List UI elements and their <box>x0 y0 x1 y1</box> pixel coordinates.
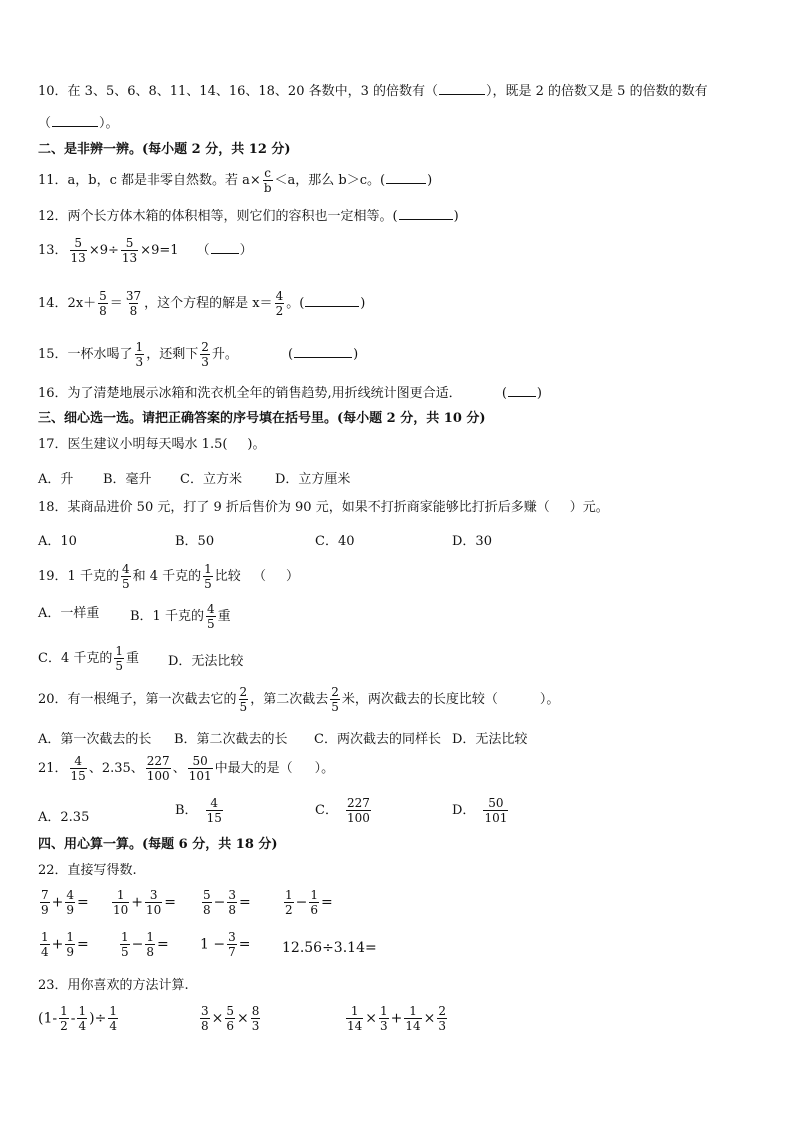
q20-option-b[interactable]: B．第二次截去的长 <box>174 732 288 747</box>
q19-option-d[interactable]: D．无法比较 <box>168 654 244 669</box>
numerator: 1 <box>204 562 212 576</box>
question-23-title: 23．用你喜欢的方法计算. <box>38 978 189 993</box>
question-20 <box>38 685 559 714</box>
fraction <box>227 888 237 917</box>
numerator: 5 <box>203 888 211 902</box>
fraction <box>108 1004 118 1033</box>
q10-prefix: 10．在 3、5、6、8、11、14、16、18、20 各数中，3 的倍数有（ <box>38 84 439 99</box>
paren-open: （ <box>196 243 210 258</box>
paren-close: ）。 <box>99 116 119 131</box>
fraction <box>145 888 162 917</box>
denominator: 8 <box>203 903 211 917</box>
paren-close: ）。 <box>539 692 560 707</box>
denominator: 7 <box>228 945 236 959</box>
denominator: 101 <box>484 811 508 825</box>
q13-mid2: ×9=1 <box>140 243 179 258</box>
paren-close: ) <box>453 209 459 224</box>
fraction <box>77 1004 87 1033</box>
denominator: 8 <box>146 945 155 959</box>
option-text: 重 <box>126 651 140 666</box>
denominator: 9 <box>41 903 49 917</box>
calc-item <box>110 888 176 917</box>
q15-suffix: 升。 <box>211 347 238 362</box>
fraction <box>202 888 212 917</box>
denominator: 101 <box>188 769 212 783</box>
q20-mid: ，第二次截去 <box>250 692 329 707</box>
fraction <box>188 754 213 783</box>
operator: - <box>70 1010 76 1027</box>
fraction <box>206 602 216 631</box>
fraction <box>125 289 142 318</box>
fraction <box>275 289 285 318</box>
q15-prefix: 15．一杯水喝了 <box>38 347 133 362</box>
numerator: 3 <box>149 888 158 902</box>
option-text: C．4 千克的 <box>38 651 113 666</box>
paren-open: （ <box>38 116 52 131</box>
paren-open: （ <box>252 569 266 584</box>
fraction <box>121 236 138 265</box>
question-10 <box>38 82 708 101</box>
numerator: 4 <box>66 888 75 902</box>
operator: (1- <box>38 1010 58 1027</box>
question-14 <box>38 289 365 318</box>
fraction <box>346 1004 363 1033</box>
calc-item <box>200 888 251 917</box>
denominator: 3 <box>438 1019 447 1033</box>
fraction <box>284 888 294 917</box>
q13-mid1: ×9÷ <box>88 243 119 258</box>
calc-item <box>282 888 333 917</box>
equals-sign: = <box>164 894 177 911</box>
denominator: 3 <box>201 355 209 369</box>
denominator: 3 <box>251 1019 260 1033</box>
q21-option-c[interactable] <box>315 796 373 825</box>
q14-suffix: 。( <box>286 296 305 311</box>
numerator: 4 <box>121 562 130 576</box>
q18-option-a[interactable]: A．10 <box>38 534 77 549</box>
numerator: 1 <box>409 1004 417 1018</box>
denominator: 15 <box>206 811 222 825</box>
numerator: c <box>264 166 272 180</box>
fraction <box>40 930 50 959</box>
denominator: 4 <box>109 1019 117 1033</box>
paren-close: ） <box>285 569 299 584</box>
separator: 、 <box>172 761 186 776</box>
question-15 <box>38 340 358 369</box>
numerator: 227 <box>346 796 370 810</box>
q17-text: 17．医生建议小明每天喝水 1.5( <box>38 437 228 452</box>
fraction <box>146 754 171 783</box>
fraction <box>120 930 130 959</box>
q21-option-a[interactable]: A．2.35 <box>38 810 90 825</box>
question-19 <box>38 562 299 591</box>
denominator: 10 <box>146 903 162 917</box>
q10-mid: ），既是 2 的倍数又是 5 的倍数的数有 <box>486 84 708 99</box>
operator: − <box>295 894 308 911</box>
equals-sign: ＝ <box>109 296 123 311</box>
q17-option-a[interactable]: A．升 <box>38 472 74 487</box>
operator: − <box>131 936 144 953</box>
numerator: 1 <box>78 1004 87 1018</box>
equals-sign: = <box>157 936 169 953</box>
denominator: 5 <box>206 617 215 631</box>
option-text: D． <box>452 803 476 818</box>
denominator: 5 <box>204 577 212 591</box>
fraction <box>227 930 237 959</box>
q18-option-c[interactable]: C．40 <box>315 534 355 549</box>
answer-blank[interactable] <box>439 82 485 95</box>
denominator: 4 <box>41 945 49 959</box>
paren-close: ) <box>427 173 433 188</box>
q14-mid: ，这个方程的解是 x＝ <box>144 296 273 311</box>
calc-item <box>118 930 169 959</box>
equals-sign: = <box>321 894 333 911</box>
numerator: 50 <box>192 754 208 768</box>
numerator: 1 <box>310 888 319 902</box>
fraction <box>200 340 210 369</box>
question-11 <box>38 166 432 195</box>
denominator: 9 <box>66 945 75 959</box>
option-text: C． <box>315 803 338 818</box>
option-text: B．1 千克的 <box>130 609 204 624</box>
option-text: B． <box>175 803 198 818</box>
q21-prefix: 21． <box>38 761 68 776</box>
q19-mid: 和 4 千克的 <box>132 569 202 584</box>
operator: × <box>237 1010 249 1027</box>
q19-option-a[interactable]: A．一样重 <box>38 606 100 621</box>
numerator: 4 <box>206 602 215 616</box>
numerator: 1 <box>380 1004 388 1018</box>
operator: + <box>51 894 64 911</box>
q16-text: 16．为了清楚地展示冰箱和洗衣机全年的销售趋势,用折线统计图更合适． <box>38 386 462 401</box>
expression-3 <box>344 1004 449 1033</box>
q13-prefix: 13． <box>38 243 68 258</box>
q20-option-a[interactable]: A．第一次截去的长 <box>38 732 152 747</box>
denominator: 10 <box>113 903 129 917</box>
numerator: 2 <box>201 340 209 354</box>
denominator: 2 <box>285 903 293 917</box>
paren-close: ) <box>360 296 366 311</box>
fraction <box>40 888 50 917</box>
fraction <box>225 1004 235 1033</box>
fraction <box>70 236 87 265</box>
paren-close: )。 <box>247 437 266 452</box>
equals-sign: = <box>239 894 251 911</box>
paren-open: ( <box>288 347 294 362</box>
equals-sign: = <box>77 894 89 911</box>
operator: )÷ <box>89 1010 107 1027</box>
denominator: 5 <box>239 700 248 714</box>
option-text: 重 <box>217 609 231 624</box>
denominator: 4 <box>78 1019 87 1033</box>
denominator: 14 <box>405 1019 421 1033</box>
numerator: 1 <box>116 888 125 902</box>
numerator: 37 <box>125 289 142 303</box>
q17-option-b[interactable]: B．毫升 <box>103 472 152 487</box>
numerator: 5 <box>226 1004 235 1018</box>
fraction <box>483 796 508 825</box>
calc-item: 12.56÷3.14= <box>282 940 377 956</box>
answer-blank[interactable] <box>294 345 352 358</box>
fraction <box>65 930 75 959</box>
section-3-title: 三、细心选一选。请把正确答案的序号填在括号里。(每小题 2 分，共 10 分) <box>38 411 486 426</box>
denominator: 5 <box>121 577 130 591</box>
paren-open: ( <box>501 386 507 401</box>
fraction <box>263 166 273 195</box>
operator: + <box>131 894 144 911</box>
denominator: 5 <box>331 700 339 714</box>
q17-option-d[interactable]: D．立方厘米 <box>275 472 351 487</box>
q11-suffix: ＜a，那么 b＞c。( <box>274 173 386 188</box>
fraction <box>112 888 129 917</box>
numerator: 7 <box>41 888 49 902</box>
operator: + <box>390 1010 403 1027</box>
fraction <box>206 796 223 825</box>
fraction <box>346 796 371 825</box>
q19-prefix: 19．1 千克的 <box>38 569 119 584</box>
numerator: 1 <box>146 930 155 944</box>
section-2-title: 二、是非辨一辨。(每小题 2 分，共 12 分) <box>38 142 291 157</box>
numerator: 1 <box>285 888 293 902</box>
numerator: 2 <box>239 685 248 699</box>
fraction <box>121 562 131 591</box>
q11-prefix: 11．a，b，c 都是非零自然数。若 a× <box>38 173 261 188</box>
q18-option-b[interactable]: B．50 <box>175 534 215 549</box>
fraction <box>404 1004 421 1033</box>
denominator: 14 <box>347 1019 363 1033</box>
answer-blank[interactable] <box>52 114 98 127</box>
question-10-line2 <box>38 114 119 133</box>
fraction <box>437 1004 447 1033</box>
q17-option-c[interactable]: C．立方米 <box>180 472 242 487</box>
expression-1 <box>38 1004 120 1033</box>
denominator: 100 <box>146 769 170 783</box>
numerator: 1 <box>350 1004 359 1018</box>
operator: × <box>423 1010 436 1027</box>
q20-prefix: 20．有一根绳子，第一次截去它的 <box>38 692 237 707</box>
answer-blank[interactable] <box>386 171 426 184</box>
operator: × <box>365 1010 378 1027</box>
q18-text: 18．某商品进价 50 元，打了 9 折后售价为 90 元，如果不打折商家能够比打折后多赚（ <box>38 500 550 515</box>
fraction <box>251 1004 261 1033</box>
numerator: 4 <box>74 754 82 768</box>
denominator: 6 <box>310 903 319 917</box>
q20-option-c[interactable]: C．两次截去的同样长 <box>314 732 441 747</box>
fraction <box>330 685 340 714</box>
operand: 1 − <box>200 936 226 953</box>
denominator: 9 <box>66 903 75 917</box>
denominator: 5 <box>115 659 123 673</box>
equals-sign: = <box>238 936 251 953</box>
denominator: 8 <box>99 304 107 318</box>
numerator: 3 <box>228 930 236 944</box>
denominator: 13 <box>121 251 138 265</box>
question-13 <box>38 236 253 265</box>
question-16 <box>38 384 542 403</box>
fraction <box>65 888 75 917</box>
paren-close: ）元。 <box>569 500 609 515</box>
numerator: 5 <box>99 289 107 303</box>
denominator: 5 <box>121 945 129 959</box>
section-4-title: 四、用心算一算。(每题 6 分，共 18 分) <box>38 837 278 852</box>
numerator: 4 <box>275 289 284 303</box>
numerator: 1 <box>115 644 123 658</box>
operator: × <box>211 1010 224 1027</box>
denominator: 2 <box>275 304 284 318</box>
denominator: 8 <box>129 304 138 318</box>
numerator: 5 <box>74 236 82 250</box>
denominator: 8 <box>201 1019 209 1033</box>
q19-option-c[interactable] <box>38 644 139 673</box>
expression-2 <box>198 1004 262 1033</box>
question-17 <box>38 436 266 454</box>
denominator: 100 <box>346 811 370 825</box>
fraction <box>114 644 124 673</box>
fraction <box>135 340 145 369</box>
q18-option-d[interactable]: D．30 <box>452 534 492 549</box>
denominator: 2 <box>60 1019 68 1033</box>
q21-suffix: 中最大的是（ <box>214 761 293 776</box>
numerator: 1 <box>135 340 144 354</box>
question-18 <box>38 499 609 517</box>
numerator: 50 <box>488 796 504 810</box>
answer-blank[interactable] <box>211 241 239 254</box>
numerator: 2 <box>438 1004 447 1018</box>
numerator: 1 <box>66 930 75 944</box>
separator: 、2.35、 <box>88 761 144 776</box>
answer-blank[interactable] <box>508 384 536 397</box>
denominator: 6 <box>226 1019 235 1033</box>
calc-item <box>38 930 89 959</box>
calc-item <box>200 930 250 959</box>
operator: + <box>51 936 64 953</box>
calc-item <box>38 888 89 917</box>
answer-blank[interactable] <box>305 294 359 307</box>
question-22-title: 22．直接写得数. <box>38 863 137 878</box>
answer-blank[interactable] <box>399 207 453 220</box>
fraction <box>203 562 213 591</box>
question-21 <box>38 754 334 783</box>
equals-sign: = <box>77 936 89 953</box>
fraction <box>59 1004 69 1033</box>
q20-option-d[interactable]: D．无法比较 <box>452 732 528 747</box>
numerator: 3 <box>201 1004 209 1018</box>
numerator: 1 <box>109 1004 117 1018</box>
q15-mid: ，还剩下 <box>146 347 199 362</box>
numerator: 2 <box>331 685 339 699</box>
q21-option-b[interactable] <box>175 796 225 825</box>
numerator: 1 <box>60 1004 68 1018</box>
numerator: 1 <box>121 930 129 944</box>
numerator: 5 <box>125 236 134 250</box>
paren-close: ) <box>536 386 542 401</box>
q19-suffix: 比较 <box>214 569 241 584</box>
fraction <box>309 888 319 917</box>
denominator: 3 <box>380 1019 388 1033</box>
paren-close: ） <box>239 243 253 258</box>
numerator: 227 <box>146 754 170 768</box>
fraction <box>379 1004 389 1033</box>
q21-option-d[interactable] <box>452 796 510 825</box>
denominator: 13 <box>70 251 86 265</box>
numerator: 3 <box>228 888 237 902</box>
q20-suffix: 米，两次截去的长度比较（ <box>341 692 498 707</box>
denominator: 8 <box>228 903 237 917</box>
q14-prefix: 14．2x＋ <box>38 296 97 311</box>
fraction <box>145 930 155 959</box>
numerator: 4 <box>210 796 219 810</box>
denominator: 15 <box>70 769 86 783</box>
operator: − <box>213 894 226 911</box>
fraction <box>239 685 249 714</box>
paren-close: ) <box>353 347 359 362</box>
numerator: 8 <box>251 1004 260 1018</box>
fraction <box>98 289 108 318</box>
fraction <box>200 1004 210 1033</box>
q19-option-b[interactable] <box>130 602 231 631</box>
q12-text: 12．两个长方体木箱的体积相等，则它们的容积也一定相等。( <box>38 209 398 224</box>
denominator: b <box>263 181 272 195</box>
paren-close: ）。 <box>314 761 335 776</box>
question-12 <box>38 207 459 226</box>
denominator: 3 <box>135 355 144 369</box>
fraction <box>70 754 87 783</box>
numerator: 1 <box>41 930 49 944</box>
